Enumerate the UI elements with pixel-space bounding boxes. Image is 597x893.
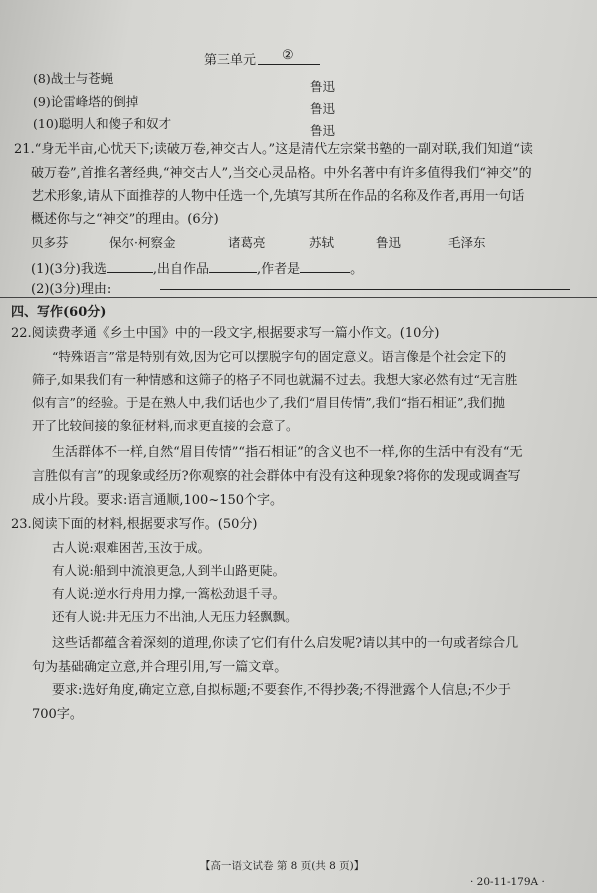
unit-item-author-9: 鲁迅 [310, 101, 336, 116]
unit-header-label: 第三单元 [204, 53, 257, 68]
q21-name-mao-zedong: 毛泽东 [448, 235, 486, 250]
unit-header-underline [258, 64, 320, 65]
q21-sub1-mid1: ,出自作品 [152, 262, 209, 277]
q21-author-blank[interactable] [300, 260, 350, 273]
q21-sub1-prefix: (1)(3分)我选 [31, 262, 107, 277]
footer-page-label: 【高一语文试卷 第 8 页(共 8 页)】 [200, 860, 365, 872]
q21-line-3: 艺术形象,请从下面推荐的人物中任选一个,先填写其所在作品的名称及作者,再用一句话 [31, 189, 525, 204]
q21-line-1: 21.“身无半亩,心忧天下;读破万卷,神交古人。”这是清代左宗棠书塾的一副对联,我们知道“读 [14, 142, 533, 157]
unit-item-author-8: 鲁迅 [310, 79, 336, 94]
q23-requirement-line-1: 要求:选好角度,确定立意,自拟标题;不要套作,不得抄袭;不得泄露个人信息;不少于 [52, 683, 511, 698]
footer-exam-code: · 20-11-179A · [470, 876, 545, 888]
q21-sub2-prefix: (2)(3分)理由: [31, 282, 112, 297]
q23-requirement-line-2: 700字。 [32, 707, 83, 722]
q23-task-line-2: 句为基础确定立意,并合理引用,写一篇文章。 [32, 660, 288, 675]
unit-header-blank-answer: ② [282, 48, 294, 63]
q21-name-beethoven: 贝多芬 [31, 235, 69, 250]
q21-line-4: 概述你与之“神交”的理由。(6分) [31, 212, 219, 227]
unit-item-title-8: (8)战士与苍蝇 [33, 71, 114, 86]
q21-sub1-end: 。 [350, 262, 364, 277]
unit-item-title-10: (10)聪明人和傻子和奴才 [33, 116, 172, 131]
q21-name-lu-xun: 鲁迅 [376, 235, 402, 250]
q22-quote-line-2: 筛子,如果我们有一种情感和这筛子的格子不同也就漏不过去。我想大家必然有过“无言胜 [32, 372, 518, 387]
q23-saying-2: 有人说:船到中流浪更急,人到半山路更陡。 [52, 563, 286, 578]
q21-sub1-mid2: ,作者是 [256, 262, 301, 277]
q23-task-line-1: 这些话都蕴含着深刻的道理,你读了它们有什么启发呢?请以其中的一句或者综合几 [52, 636, 519, 651]
section-divider [0, 297, 597, 298]
q22-quote-line-4: 开了比较间接的象征材料,而求更直接的会意了。 [32, 418, 299, 433]
q22-task-line-3: 成小片段。要求:语言通顺,100~150个字。 [32, 493, 284, 508]
q23-saying-4: 还有人说:井无压力不出油,人无压力轻飘飘。 [52, 609, 298, 624]
q23-saying-1: 古人说:艰难困苦,玉汝于成。 [52, 540, 211, 555]
q21-choice-blank[interactable] [107, 260, 153, 273]
q21-line-2: 破万卷”,首推名著经典,“神交古人”,当交心灵品格。中外名著中有许多值得我们“神交”的 [31, 166, 532, 181]
q23-saying-3: 有人说:逆水行舟用力撑,一篙松劲退千寻。 [52, 586, 286, 601]
q23-intro: 23.阅读下面的材料,根据要求写作。(50分) [11, 517, 258, 532]
q22-task-line-1: 生活群体不一样,自然“眉目传情”“指石相证”的含义也不一样,你的生活中有没有“无 [52, 445, 523, 460]
unit-item-author-10: 鲁迅 [310, 123, 336, 138]
q22-task-line-2: 言胜似有言”的现象或经历?你观察的社会群体中有没有这种现象?将你的发现或调查写 [32, 469, 521, 484]
q21-reason-blank[interactable] [160, 289, 570, 290]
q21-work-blank[interactable] [209, 260, 257, 273]
q21-name-su-shi: 苏轼 [309, 235, 335, 250]
unit-item-title-9: (9)论雷峰塔的倒掉 [33, 94, 139, 109]
q22-quote-line-1: “特殊语言”常是特别有效,因为它可以摆脱字句的固定意义。语言像是个社会定下的 [52, 349, 507, 364]
q21-sub1-row [31, 258, 363, 277]
q21-name-zhuge-liang: 诸葛亮 [228, 235, 266, 250]
q22-quote-line-3: 似有言”的经验。于是在熟人中,我们话也少了,我们“眉目传情”,我们“指石相证”,我们抛 [32, 395, 505, 410]
q21-name-pavel: 保尔·柯察金 [109, 235, 176, 250]
section4-title: 四、写作(60分) [11, 305, 107, 320]
q22-intro: 22.阅读费孝通《乡土中国》中的一段文字,根据要求写一篇小作文。(10分) [11, 326, 440, 341]
